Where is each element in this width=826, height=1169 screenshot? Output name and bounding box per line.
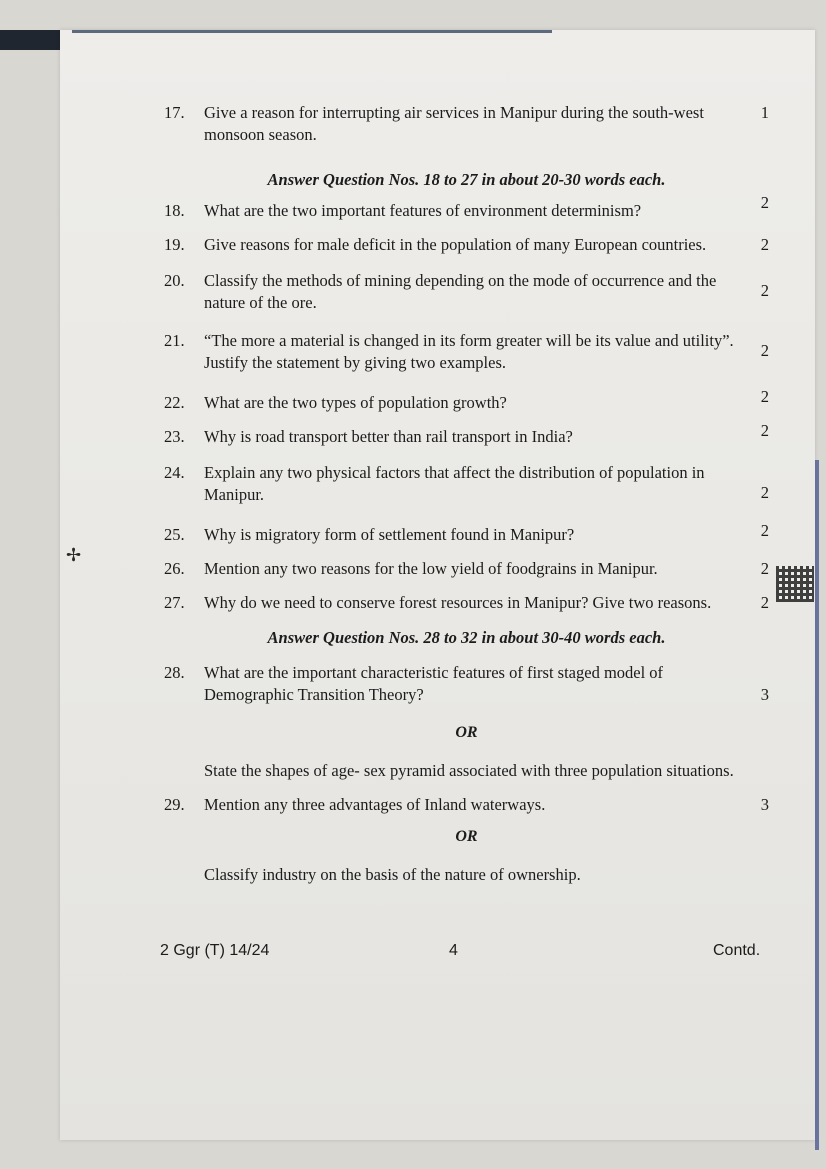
question-number: 20. bbox=[164, 271, 185, 290]
question-19 bbox=[164, 234, 769, 256]
section-heading-18-27: Answer Question Nos. 18 to 27 in about 20-30 words each. bbox=[267, 170, 666, 189]
question-27 bbox=[164, 592, 769, 614]
question-text: Give a reason for interrupting air services in Manipur during the south-west monsoon season. bbox=[204, 103, 704, 144]
question-text: What are the two types of population growth? bbox=[204, 393, 507, 412]
question-number: 21. bbox=[164, 331, 185, 350]
question-marks: 2 bbox=[760, 235, 769, 254]
question-number: 27. bbox=[164, 593, 185, 612]
qr-code-icon bbox=[776, 566, 814, 602]
question-25 bbox=[164, 521, 769, 546]
question-number: 26. bbox=[164, 559, 185, 578]
question-marks: 2 bbox=[760, 559, 769, 578]
question-text: Give reasons for male deficit in the population of many European countries. bbox=[204, 235, 707, 254]
paper-code: 2 Ggr (T) 14/24 bbox=[160, 942, 270, 959]
right-edge-line bbox=[815, 460, 819, 1150]
or-label-29: OR bbox=[455, 828, 478, 845]
question-marks: 2 bbox=[760, 521, 769, 540]
question-number: 24. bbox=[164, 463, 185, 482]
question-number: 25. bbox=[164, 525, 185, 544]
question-text: What are the important characteristic features of first staged model of Demographic Transition Theory? bbox=[204, 663, 664, 704]
question-28-alternative: State the shapes of age- sex pyramid associated with three population situations. bbox=[204, 761, 734, 780]
margin-mark-icon: ✢ bbox=[66, 545, 82, 565]
top-edge-line bbox=[72, 30, 552, 33]
question-22 bbox=[164, 387, 769, 414]
question-24 bbox=[164, 462, 769, 506]
question-text: Explain any two physical factors that affect the distribution of population in Manipur. bbox=[204, 463, 705, 504]
question-number: 18. bbox=[164, 201, 185, 220]
question-number: 22. bbox=[164, 393, 185, 412]
question-text: “The more a material is changed in its form greater will be its value and utility”. Justify the statement by giving two examples. bbox=[204, 331, 734, 372]
section-heading-28-32: Answer Question Nos. 28 to 32 in about 30-40 words each. bbox=[267, 628, 666, 647]
question-marks: 2 bbox=[760, 193, 769, 212]
question-text: Why do we need to conserve forest resources in Manipur? Give two reasons. bbox=[204, 593, 712, 612]
question-text: What are the two important features of environment determinism? bbox=[204, 201, 642, 220]
or-label-28: OR bbox=[455, 724, 478, 741]
question-26 bbox=[164, 558, 769, 580]
question-marks: 3 bbox=[760, 685, 769, 704]
question-number: 29. bbox=[164, 795, 185, 814]
question-marks: 2 bbox=[760, 593, 769, 612]
question-marks: 1 bbox=[760, 103, 769, 122]
page-number: 4 bbox=[449, 942, 458, 959]
exam-page bbox=[60, 30, 815, 1140]
question-18 bbox=[164, 193, 769, 222]
question-28 bbox=[164, 662, 769, 706]
continued-label: Contd. bbox=[713, 942, 761, 959]
question-17 bbox=[164, 102, 769, 146]
question-marks: 2 bbox=[760, 387, 769, 406]
question-text: Mention any three advantages of Inland waterways. bbox=[204, 795, 546, 814]
question-23 bbox=[164, 421, 769, 448]
question-29 bbox=[164, 794, 769, 816]
question-number: 23. bbox=[164, 427, 185, 446]
question-text: Why is migratory form of settlement found in Manipur? bbox=[204, 525, 575, 544]
question-21 bbox=[164, 330, 769, 374]
question-marks: 2 bbox=[760, 483, 769, 502]
question-text: Classify the methods of mining depending on the mode of occurrence and the nature of the ore. bbox=[204, 271, 717, 312]
question-29-alternative: Classify industry on the basis of the nature of ownership. bbox=[204, 865, 581, 884]
question-marks: 3 bbox=[760, 795, 769, 814]
question-number: 17. bbox=[164, 103, 185, 122]
question-marks: 2 bbox=[760, 421, 769, 440]
question-text: Why is road transport better than rail transport in India? bbox=[204, 427, 573, 446]
question-number: 28. bbox=[164, 663, 185, 682]
question-20 bbox=[164, 270, 769, 314]
question-marks: 2 bbox=[760, 341, 769, 360]
question-number: 19. bbox=[164, 235, 185, 254]
question-marks: 2 bbox=[760, 281, 769, 300]
question-text: Mention any two reasons for the low yield of foodgrains in Manipur. bbox=[204, 559, 658, 578]
